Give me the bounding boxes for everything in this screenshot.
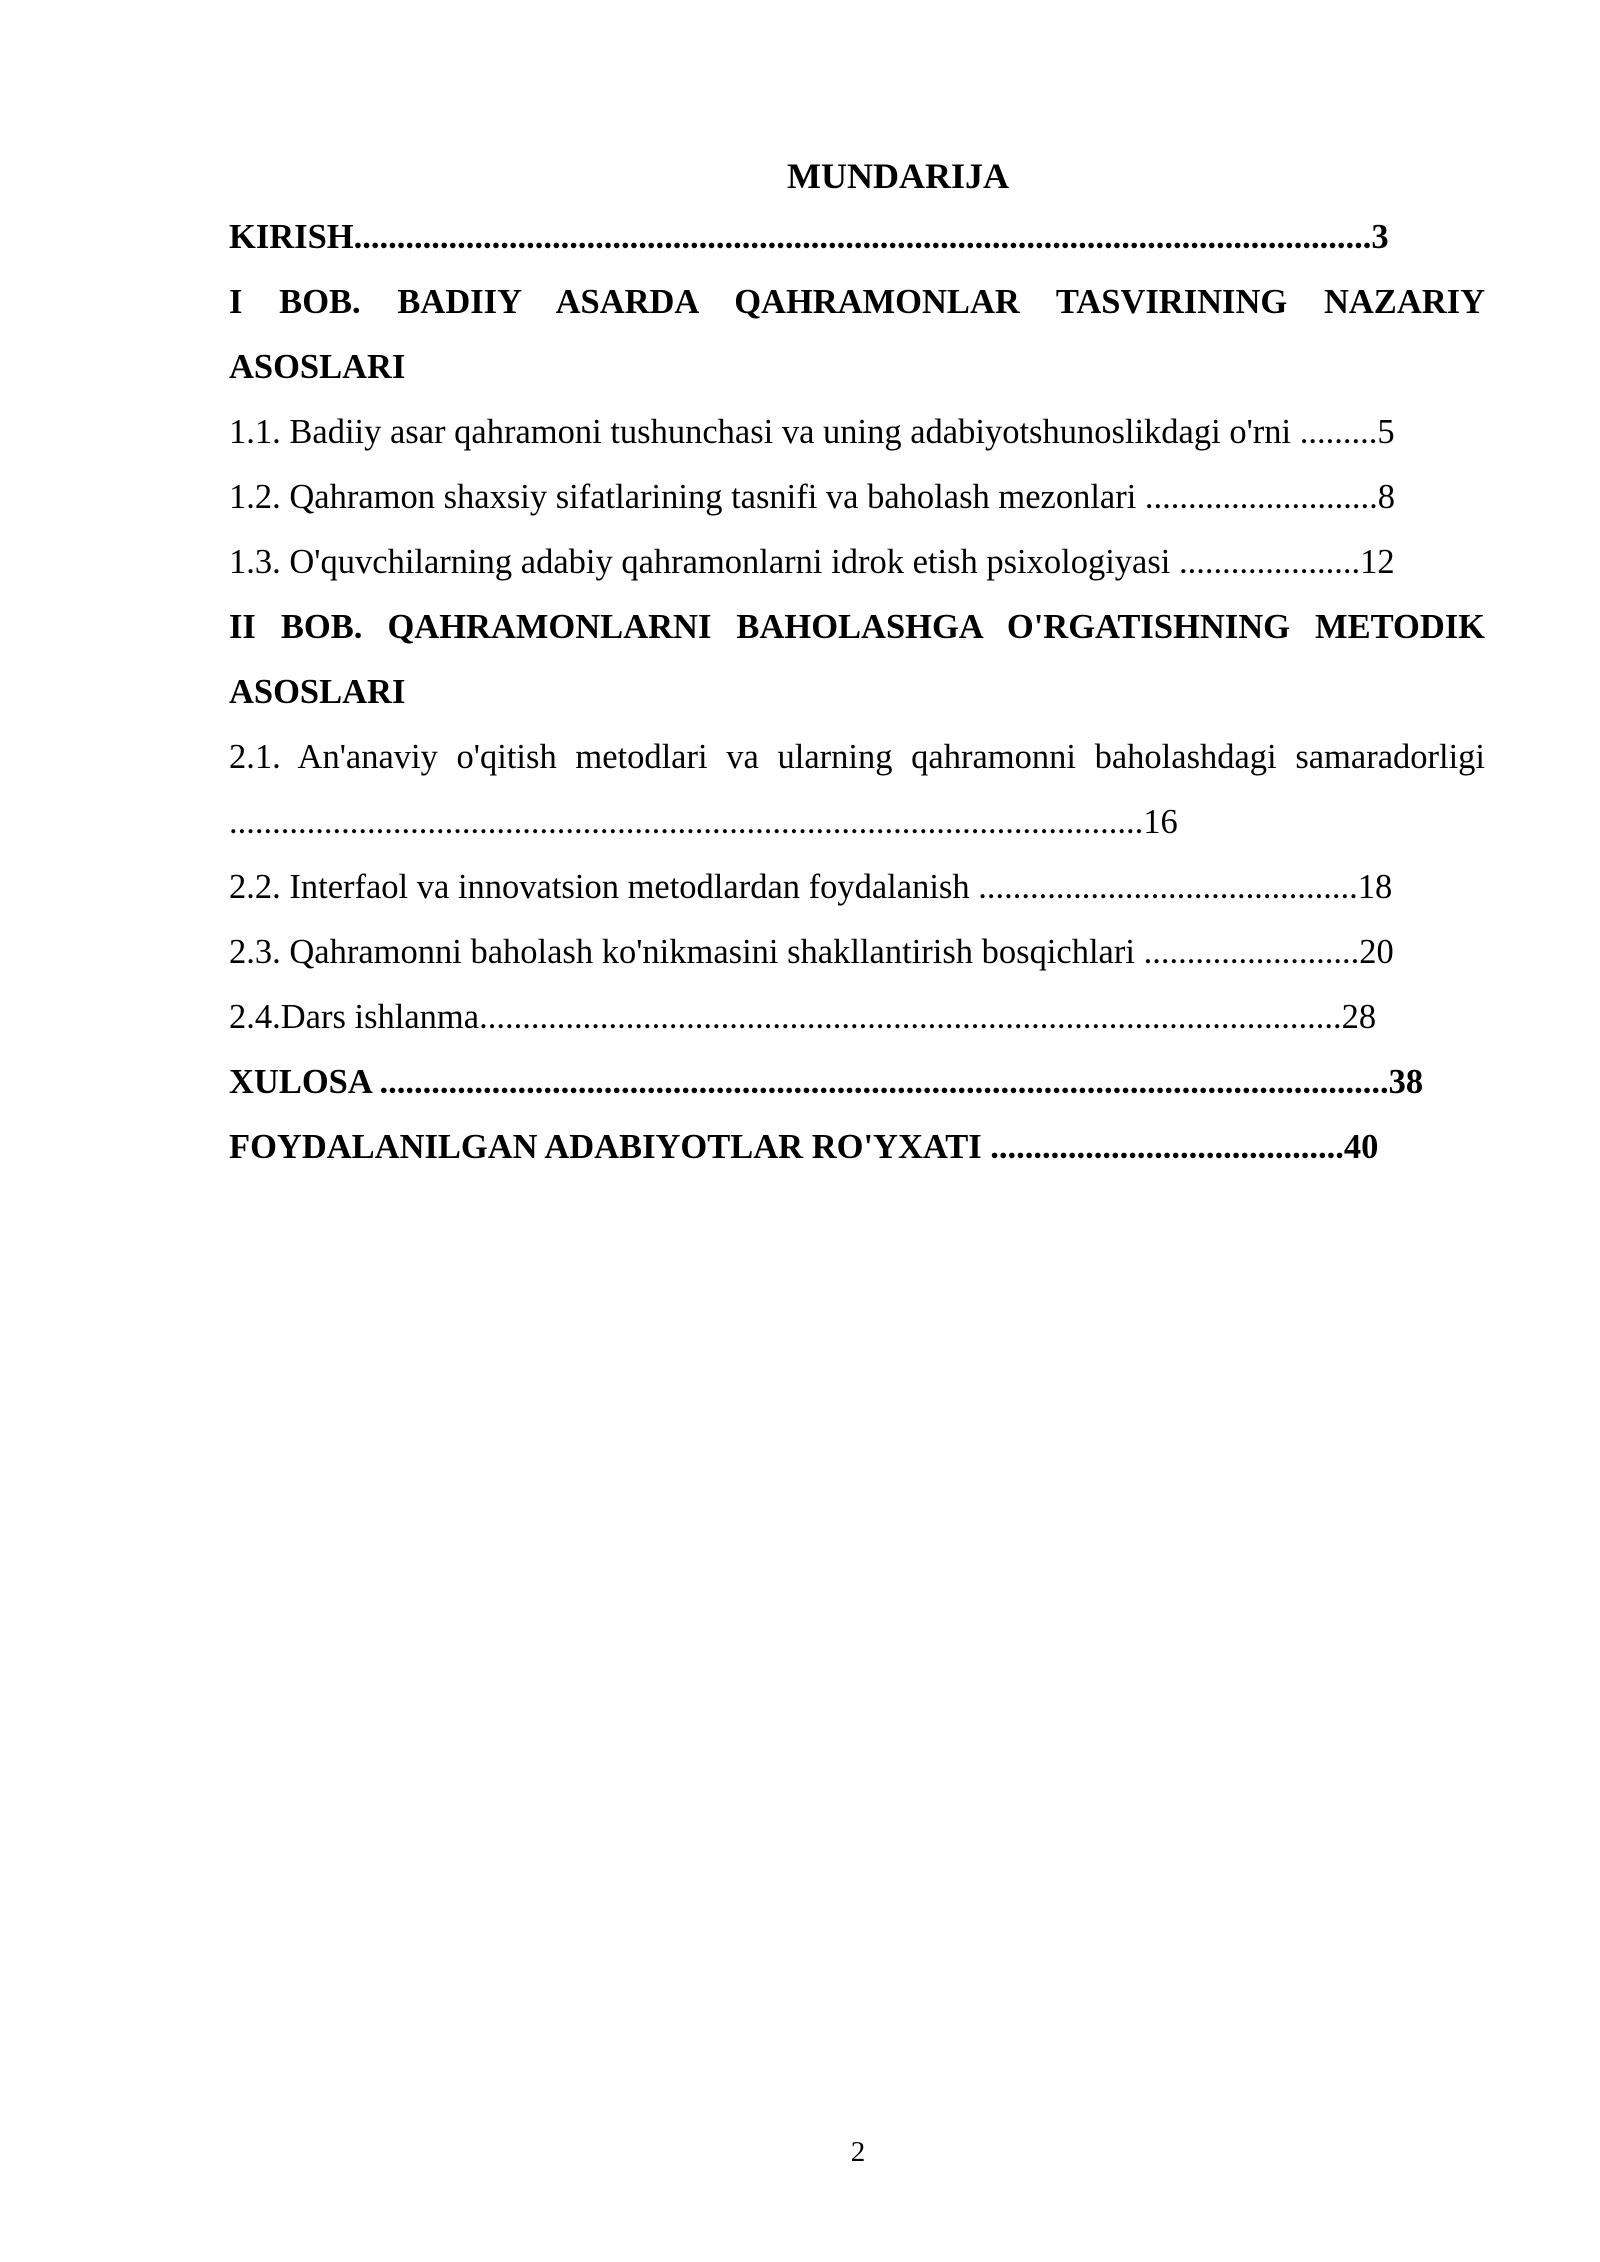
toc-entry-1-3: 1.3. O'quvchilarning adabiy qahramonlarni idrok etish psixologiyasi .....................12 [229, 543, 1395, 581]
toc-entry-kirish: KIRISH......................................................................................................................3 [229, 218, 1389, 256]
toc-entry-references: FOYDALANILGAN ADABIYOTLAR RO'YXATI .........................................40 [229, 1128, 1379, 1166]
toc-entry-2-1: 2.1. An'anaviy o'qitish metodlari va ularning qahramonni baholashdagi samaradorligi ..........................................................................................................16 [229, 738, 1485, 841]
toc-entry-1-2: 1.2. Qahramon shaxsiy sifatlarining tasnifi va baholash mezonlari ...........................8 [229, 478, 1396, 516]
toc-entry-chapter-2: II BOB. QAHRAMONLARNI BAHOLASHGA O'RGATISHNING METODIK ASOSLARI [229, 608, 1485, 711]
toc-entry-2-4: 2.4.Dars ishlanma....................................................................................................28 [229, 998, 1377, 1036]
toc-title: MUNDARIJA [787, 156, 1009, 196]
page-number: 2 [850, 2136, 866, 2168]
toc-entry-xulosa: XULOSA .....................................................................................................................38 [229, 1063, 1424, 1101]
toc-entry-chapter-1: I BOB. BADIIY ASARDA QAHRAMONLAR TASVIRINING NAZARIY ASOSLARI [229, 283, 1485, 386]
toc-entry-1-1: 1.1. Badiiy asar qahramoni tushunchasi va uning adabiyotshunoslikdagi o'rni .........5 [229, 413, 1395, 451]
toc-entry-2-2: 2.2. Interfaol va innovatsion metodlardan foydalanish ............................................18 [229, 868, 1393, 906]
table-of-contents [229, 205, 1485, 1180]
toc-entry-2-3: 2.3. Qahramonni baholash ko'nikmasini shakllantirish bosqichlari .........................20 [229, 933, 1394, 971]
